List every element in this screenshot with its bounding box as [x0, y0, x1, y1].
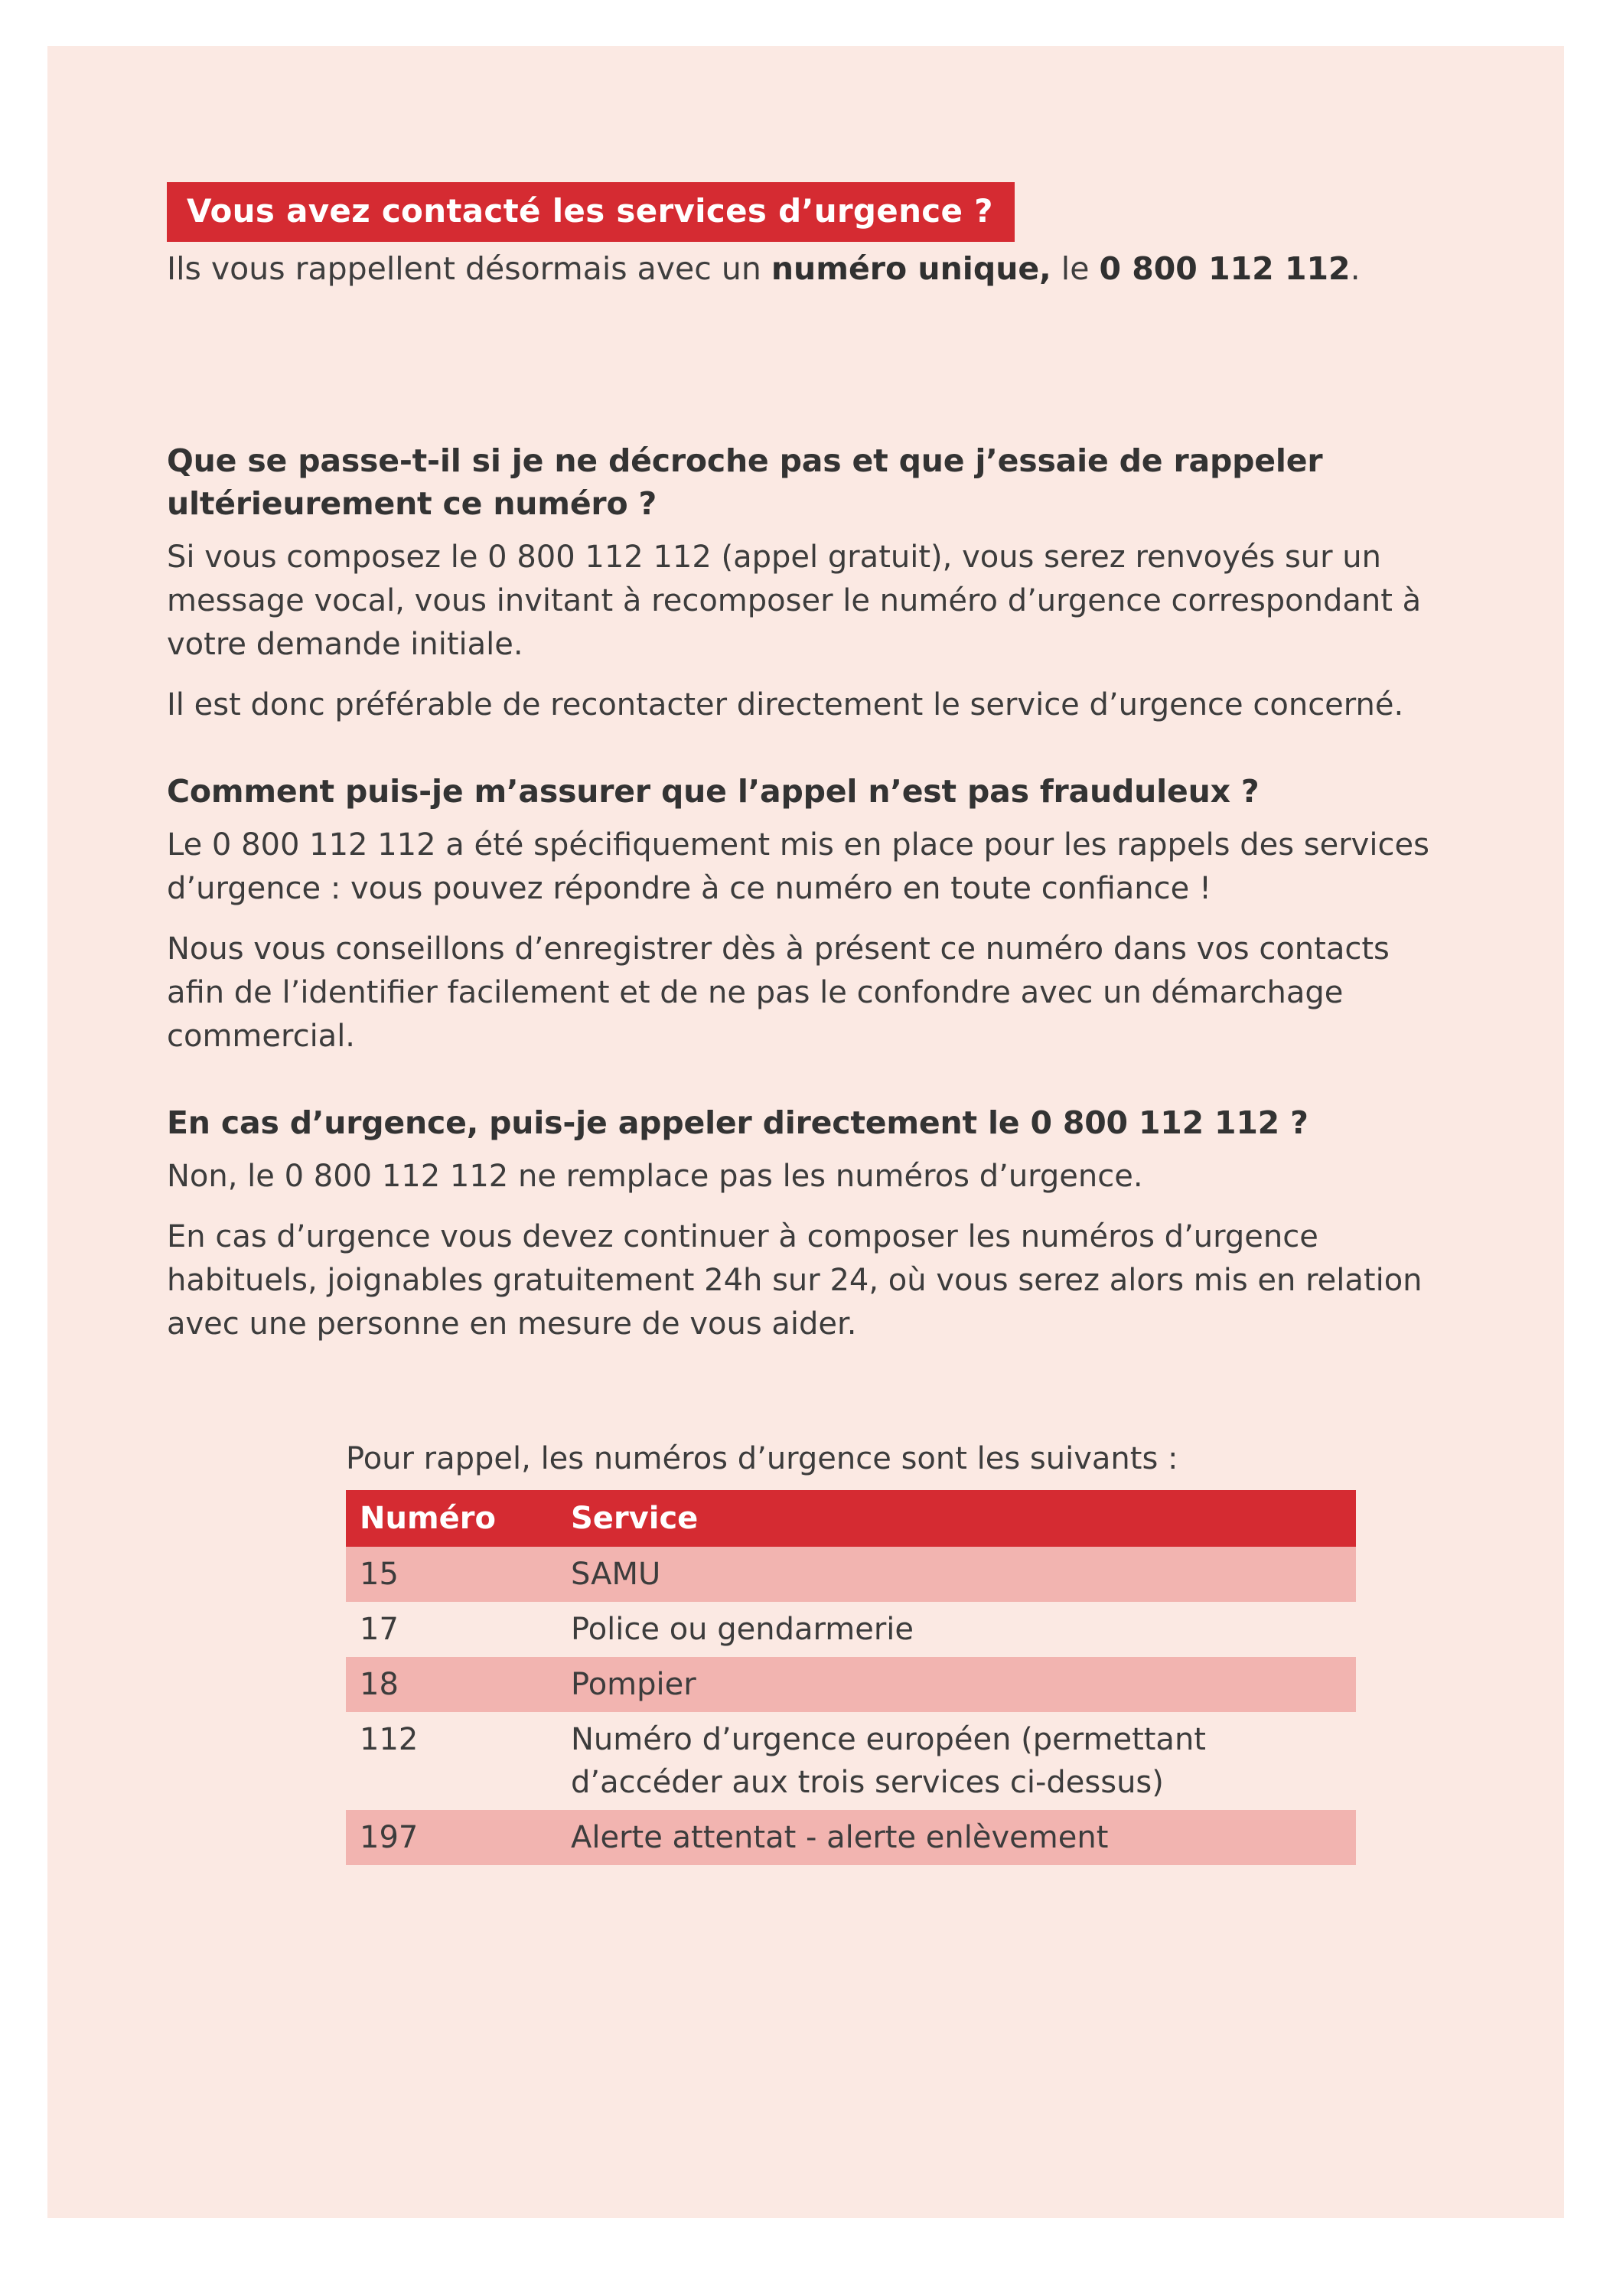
answer-callback-p1: Si vous composez le 0 800 112 112 (appel gratuit), vous serez renvoyés sur un message vocal, vous invitant à recomposer le numéro d’urgence correspondant à votre demande initiale.: [167, 540, 1422, 662]
question-direct-call: En cas d’urgence, puis-je appeler directement le 0 800 112 112 ?: [167, 1104, 1309, 1141]
question-fraud: Comment puis-je m’assurer que l’appel n’est pas frauduleux ?: [167, 773, 1260, 810]
emergency-numbers-table-wrapper: [346, 1490, 1356, 1865]
intro-bold-number: 0 800 112 112: [1099, 250, 1351, 287]
table-header-row: [346, 1490, 1356, 1547]
cell-service: Pompier: [557, 1657, 1356, 1712]
table-row: [346, 1657, 1356, 1712]
cell-service: SAMU: [557, 1547, 1356, 1602]
cell-number: 112: [360, 1722, 419, 1757]
answer-direct-call-p1: Non, le 0 800 112 112 ne remplace pas les numéros d’urgence.: [167, 1159, 1143, 1194]
question-callback: Que se passe-t-il si je ne décroche pas et que j’essaie de rappeler ultérieurement ce numéro ?: [167, 442, 1323, 522]
document-page: [47, 46, 1564, 2218]
intro-mid: le: [1051, 250, 1100, 287]
table-row: [346, 1602, 1356, 1657]
title-banner: Vous avez contacté les services d’urgence ?: [167, 182, 1015, 242]
emergency-numbers-intro: Pour rappel, les numéros d’urgence sont les suivants :: [346, 1441, 1178, 1476]
intro-pre: Ils vous rappellent désormais avec un: [167, 250, 771, 287]
table-row: [346, 1712, 1356, 1810]
cell-service: Alerte attentat - alerte enlèvement: [557, 1810, 1356, 1865]
document-content: [167, 182, 1429, 1865]
table-row: [346, 1547, 1356, 1602]
cell-number: 15: [346, 1547, 557, 1602]
intro-bold-unique: numéro unique,: [771, 250, 1051, 287]
emergency-numbers-table: [346, 1490, 1356, 1865]
header-service: Service: [557, 1490, 1356, 1547]
cell-service: Numéro d’urgence européen (permettant d’accéder aux trois services ci-dessus): [571, 1722, 1206, 1800]
cell-number: 197: [346, 1810, 557, 1865]
answer-fraud-p2: Nous vous conseillons d’enregistrer dès à présent ce numéro dans vos contacts afin de l’identifier facilement et de ne pas le confondre avec un démarchage commercial.: [167, 931, 1390, 1054]
answer-fraud-p1: Le 0 800 112 112 a été spécifiquement mis en place pour les rappels des services d’urgence : vous pouvez répondre à ce numéro en toute confiance !: [167, 827, 1429, 906]
cell-number: 17: [360, 1612, 399, 1647]
answer-direct-call-p2: En cas d’urgence vous devez continuer à composer les numéros d’urgence habituels, joignables gratuitement 24h sur 24, où vous serez alors mis en relation avec une personne en mesure de vous aider.: [167, 1219, 1423, 1342]
header-number: Numéro: [346, 1490, 557, 1547]
cell-service: Police ou gendarmerie: [571, 1612, 914, 1647]
table-row: [346, 1810, 1356, 1865]
cell-number: 18: [346, 1657, 557, 1712]
intro-text: [167, 248, 1429, 289]
intro-post: .: [1350, 250, 1361, 287]
answer-callback-p2: Il est donc préférable de recontacter directement le service d’urgence concerné.: [167, 687, 1404, 722]
